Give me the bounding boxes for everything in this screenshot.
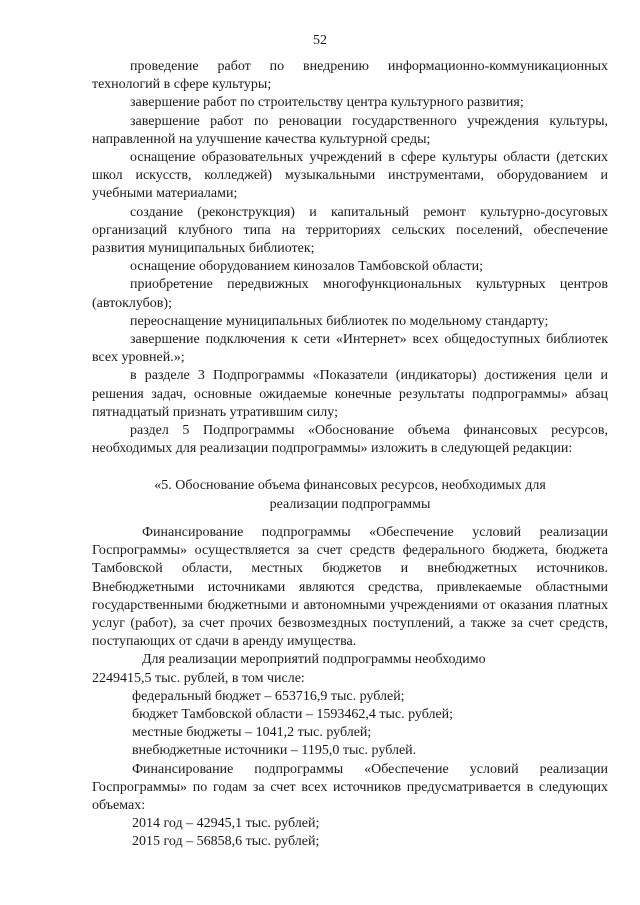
year-item: 2014 год – 42945,1 тыс. рублей; [132,816,320,832]
paragraph: завершение подключения к сети «Интернет» всех общедоступных библиотек всех уровней.»; [92,332,608,366]
total-value: 2249415,5 тыс. рублей, в том числе: [92,670,305,686]
budget-item: местные бюджеты – 1041,2 тыс. рублей; [132,725,372,741]
financing-paragraph: Финансирование подпрограммы «Обеспечение условий реализации Госпрограммы» осуществляется за счет средств федерального бюджета, бюджета Тамбовской области, местных бюджетов и внебюджетных источников. Внебюджетными источниками являются средства, привлекаемые областными государственными бюджетными и автономными учреждениями от оказания платных услуг (работ), за счет прочих безвозмездных поступлений, а также за счет средств, поступающих от сдачи в аренду имущества. [92,525,608,650]
paragraph: оснащение образовательных учреждений в сфере культуры области (детских школ искусств, колледжей) музыкальными инструментами, оборудованием и учебными материалами; [92,150,608,202]
paragraph: оснащение оборудованием кинозалов Тамбовской области; [130,259,484,275]
paragraph: раздел 5 Подпрограммы «Обоснование объема финансовых ресурсов, необходимых для реализации подпрограммы» изложить в следующей редакции: [92,423,608,457]
page-number: 52 [313,33,327,48]
section-heading-line: «5. Обоснование объема финансовых ресурсов, необходимых для [154,478,546,494]
upper-text-block [92,58,608,514]
budget-item: федеральный бюджет – 653716,9 тыс. рублей; [132,688,405,704]
paragraph: в разделе 3 Подпрограммы «Показатели (индикаторы) достижения цели и решения задач, основные ожидаемые конечные результаты подпрограммы» абзац пятнадцатый признать утратившим силу; [92,368,608,420]
paragraph: завершение работ по реновации государственного учреждения культуры, направленной на улучшение качества культурной среды; [92,113,608,147]
financing-section [92,524,608,852]
paragraph: проведение работ по внедрению информационно-коммуникационных технологий в сфере культуры; [92,59,608,93]
section-heading-line: реализации подпрограммы [269,496,431,512]
year-item: 2015 год – 56858,6 тыс. рублей; [132,834,320,850]
total-line: Для реализации мероприятий подпрограммы необходимо [142,652,486,668]
years-intro: Финансирование подпрограммы «Обеспечение условий реализации Госпрограммы» по годам за счет всех источников предусматривается в следующих объемах: [92,761,608,814]
paragraph: переоснащение муниципальных библиотек по модельному стандарту; [130,313,549,329]
paragraph: приобретение передвижных многофункциональных культурных центров (автоклубов); [92,277,608,311]
paragraph: завершение работ по строительству центра культурного развития; [130,95,524,111]
budget-item: бюджет Тамбовской области – 1593462,4 тыс. рублей; [132,707,454,723]
budget-item: внебюджетные источники – 1195,0 тыс. рублей. [132,743,417,759]
paragraph: создание (реконструкция) и капитальный ремонт культурно-досуговых организаций клубного типа на территориях сельских поселений, обеспечение развития муниципальных библиотек; [92,204,608,257]
section-heading [92,477,608,513]
